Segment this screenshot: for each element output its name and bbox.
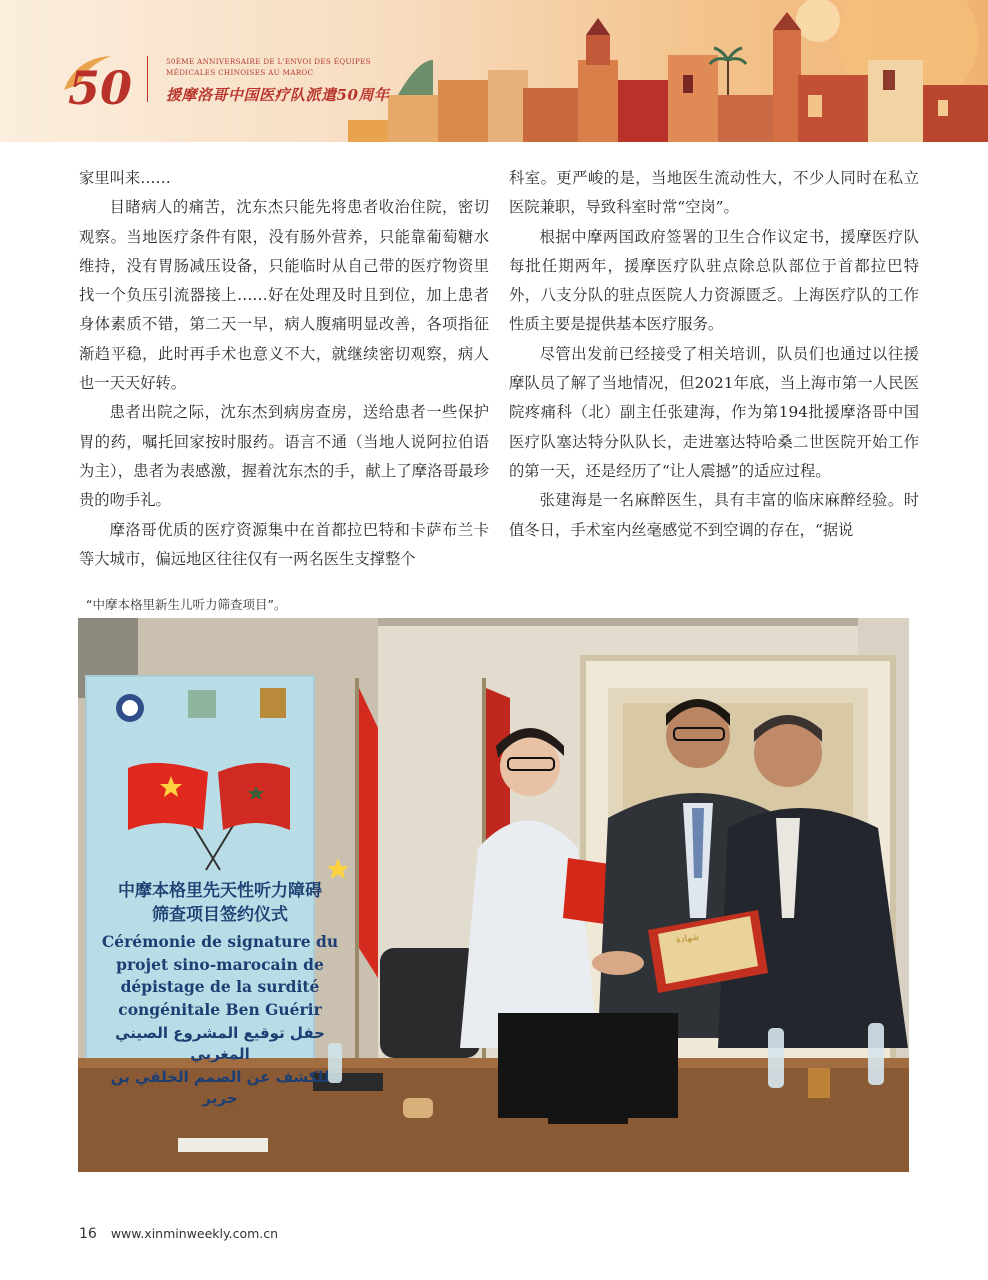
banner-french-line1: 50ÈME ANNIVERSAIRE DE L'ENVOI DES ÉQUIPES <box>166 57 371 66</box>
rollup-arabic-line1: حفل توقيع المشروع الصيني المغربي <box>115 1024 325 1063</box>
banner-chinese-title: 援摩洛哥中国医疗队派遣50周年 <box>166 86 390 104</box>
website-url: www.xinminweekly.com.cn <box>110 1226 279 1241</box>
left-paragraph-1: 家里叫来…… <box>79 169 171 187</box>
logo-divider <box>147 56 148 102</box>
banner-french-title <box>166 56 396 78</box>
right-paragraph-3: 尽管出发前已经接受了相关培训，队员们也通过以往援摩队员了解了当地情况，但2021年底，当上海市第一人民医院疼痛科（北）副主任张建海，作为第194批援摩洛哥中国医疗队塞达特分队队长，走进塞达特哈桑二世医院开始工作的第一天，还是经历了“让人震撼”的适应过程。 <box>509 344 919 480</box>
header-banner <box>0 0 988 142</box>
moroccan-skyline-illustration <box>348 0 988 142</box>
right-column <box>509 164 919 545</box>
left-paragraph-4: 摩洛哥优质的医疗资源集中在首都拉巴特和卡萨布兰卡等大城市，偏远地区往往仅有一两名医生支撑整个 <box>79 520 489 568</box>
left-paragraph-2: 目睹病人的痛苦，沈东杰只能先将患者收治住院，密切观察。当地医疗条件有限，没有肠外营养，只能靠葡萄糖水维持，没有胃肠减压设备，只能临时从自己带的医疗物资里找一个负压引流器接上……好在处理及时且到位，加上患者身体素质不错，第二天一早，病人腹痛明显改善，各项指征渐趋平稳，此时再手术也意义不大，就继续密切观察，病人也一天天好转。 <box>79 198 489 393</box>
rollup-chinese-line1: 中摩本格里先天性听力障碍 <box>118 881 322 901</box>
page-number: 16 <box>79 1226 97 1242</box>
rollup-french-text: Cérémonie de signature du projet sino-marocain de dépistage de la surdité congénitale Ben Guérir <box>101 932 339 1019</box>
rollup-chinese-line2: 筛查项目签约仪式 <box>152 905 288 925</box>
banner-french-line2: MÉDICALES CHINOISES AU MAROC <box>166 68 314 77</box>
page-footer <box>79 1226 278 1242</box>
left-column <box>79 164 489 574</box>
rollup-banner-text <box>100 880 340 1109</box>
certificate-text: شهادة <box>675 932 700 946</box>
right-paragraph-4: 张建海是一名麻醉医生，具有丰富的临床麻醉经验。时值冬日，手术室内丝毫感觉不到空调的存在，“据说 <box>509 491 919 539</box>
logo-number: 50 <box>68 61 133 110</box>
rollup-arabic-line2: للكشف عن الصمم الخلقي بن جرير <box>110 1068 330 1107</box>
anniversary-logo-icon <box>56 50 136 110</box>
right-paragraph-1: 科室。更严峻的是，当地医生流动性大，不少人同时在私立医院兼职，导致科室时常“空岗”。 <box>509 169 919 217</box>
left-paragraph-3: 患者出院之际，沈东杰到病房查房，送给患者一些保护胃的药，嘱托回家按时服药。语言不通（当地人说阿拉伯语为主），患者为表感激，握着沈东杰的手，献上了摩洛哥最珍贵的吻手礼。 <box>79 403 489 510</box>
right-paragraph-2: 根据中摩两国政府签署的卫生合作议定书，援摩医疗队每批任期两年，援摩医疗队驻点除总队部位于首都拉巴特外，八支分队的驻点医院人力资源匮乏。上海医疗队的工作性质主要是提供基本医疗服务。 <box>509 227 919 334</box>
photo-caption: “中摩本格里新生儿听力筛查项目”。 <box>86 597 287 612</box>
